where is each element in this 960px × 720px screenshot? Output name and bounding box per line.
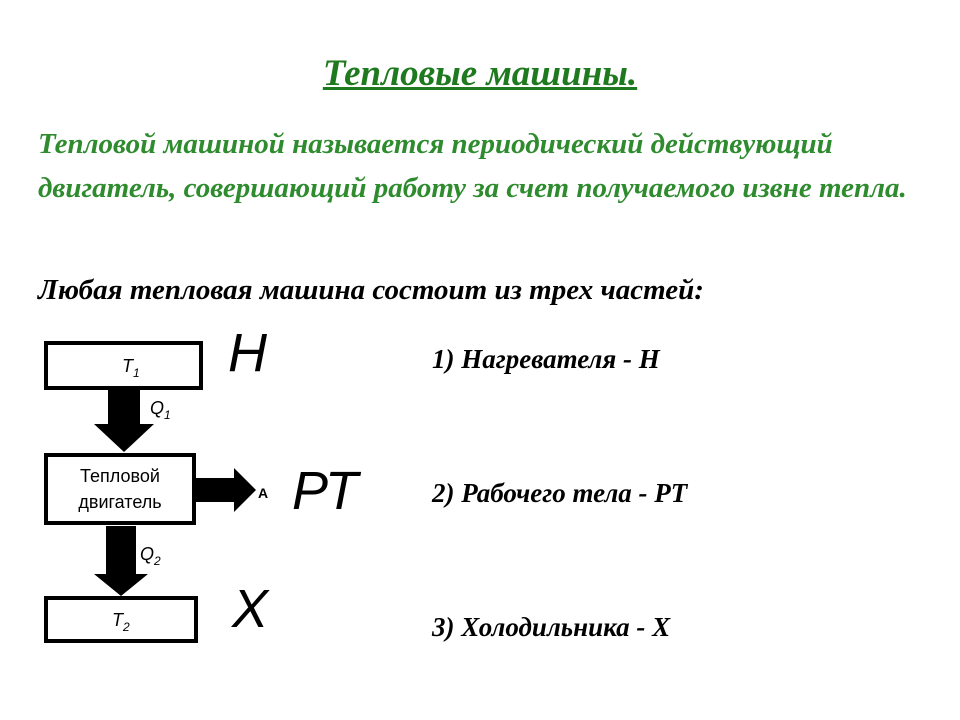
heater-box [46,343,201,388]
q2-sub: 2 [154,554,161,568]
work-label: A [258,485,269,501]
cooler-box [46,598,196,641]
cooler-letter: Х [232,579,269,639]
engine-line-1: Тепловой [80,466,160,486]
working-body-letter: РТ [292,461,358,521]
part-working-body: 2) Рабочего тела - РТ [432,478,688,508]
engine-line-2: двигатель [78,492,162,512]
heat-engine-definition: Тепловой машиной называется периодический действующий двигатель, совершающий работу за счет получаемого извне тепла. [38,128,907,204]
page-title: Тепловые машины. [322,53,638,94]
cooler-t: T [112,610,123,630]
parts-intro: Любая тепловая машина состоит из трех частей: [38,274,704,306]
q1-q: Q [150,398,165,418]
heater-t-sub: 1 [133,366,140,380]
engine-box [46,455,194,523]
q1-sub: 1 [164,408,171,422]
work-arrow [196,468,256,512]
q2-q: Q [140,544,155,564]
q1-label [150,398,171,422]
heater-letter: Н [228,323,267,383]
q1-arrow [94,390,154,452]
cooler-t-sub: 2 [123,620,130,634]
part-cooler: 3) Холодильника - Х [432,612,671,642]
heater-t: T [122,356,133,376]
q2-label [140,544,161,568]
part-heater: 1) Нагревателя - Н [432,344,660,374]
